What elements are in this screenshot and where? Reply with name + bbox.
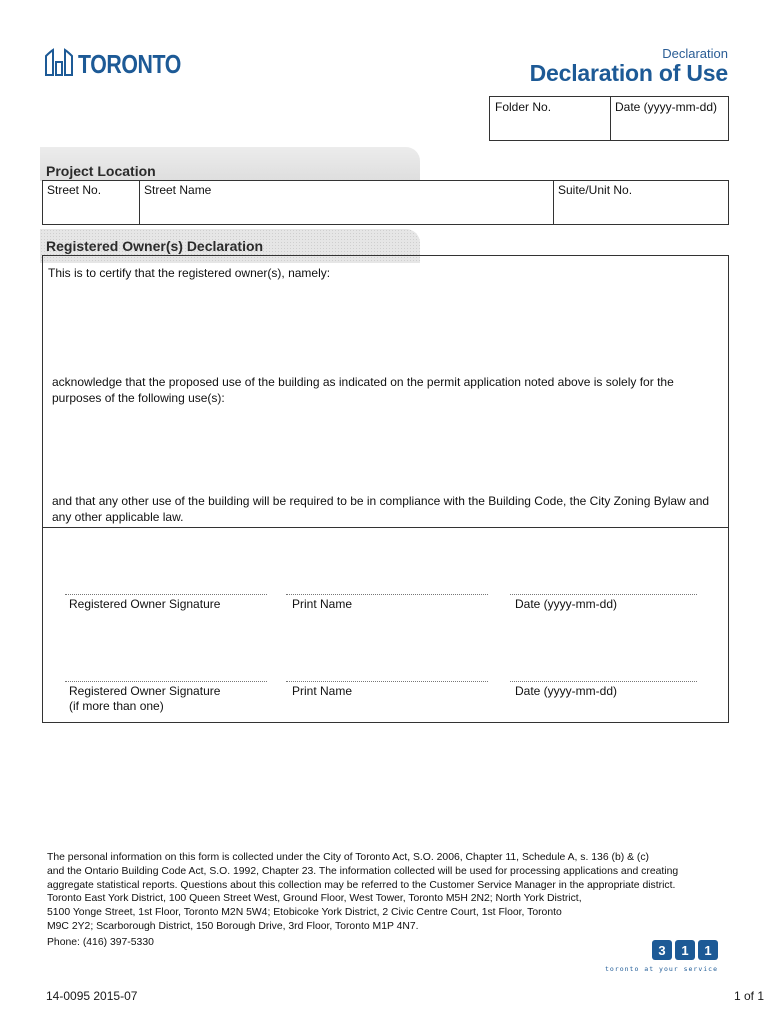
311-logo (652, 940, 718, 960)
311-tagline: toronto at your service (604, 965, 718, 973)
folder-date-box (489, 96, 729, 141)
311-digit: 3 (652, 940, 672, 960)
date-line-2[interactable] (510, 681, 697, 682)
phone-number: Phone: (416) 397-5330 (47, 936, 154, 948)
page-title: Declaration of Use (529, 60, 728, 86)
owner-signature-label-2-text: Registered Owner Signature (69, 684, 221, 698)
print-name-label-1: Print Name (292, 597, 353, 611)
owner-signature-sub-label: (if more than one) (69, 699, 164, 713)
owners-declaration-heading: Registered Owner(s) Declaration (46, 238, 264, 254)
owner-signature-label-2 (69, 684, 220, 714)
owner-signature-line-1[interactable] (65, 594, 267, 595)
document-type: Declaration (662, 46, 728, 61)
compliance-text: and that any other use of the building will be required to be in compliance with the Building Code, the City Zoning Bylaw and any other applicable law. (52, 494, 710, 524)
toronto-city-hall-logo-icon (44, 46, 74, 76)
folder-no-field[interactable]: Folder No. (495, 100, 552, 114)
street-name-field[interactable]: Street Name (144, 183, 212, 197)
street-no-field[interactable]: Street No. (47, 183, 102, 197)
privacy-line-2: and the Ontario Building Code Act, S.O. 1992, Chapter 23. The information collected will be used for processing applications and creating (47, 865, 679, 877)
address-line-2: 5100 Yonge Street, 1st Floor, Toronto M2N 5W4; Etobicoke York District, 2 Civic Centre Court, 1st Floor, Toronto (47, 907, 562, 919)
privacy-line-3: aggregate statistical reports. Questions about this collection may be referred to the Customer Service Manager in the appropriate district. (47, 879, 676, 891)
privacy-notice (47, 851, 747, 950)
print-name-label-2: Print Name (292, 684, 353, 698)
certify-text: This is to certify that the registered owner(s), namely: (48, 266, 331, 280)
privacy-line-1: The personal information on this form is collected under the City of Toronto Act, S.O. 2006, Chapter 11, Schedule A, s. 136 (b) & (c) (47, 852, 650, 863)
address-line-1: Toronto East York District, 100 Queen Street West, Ground Floor, West Tower, Toronto M5H 2N2; North York District, (47, 893, 582, 905)
date-label-1: Date (yyyy-mm-dd) (515, 597, 618, 611)
owners-declaration-box (42, 255, 729, 723)
acknowledge-text: acknowledge that the proposed use of the building as indicated on the permit application noted above is solely for the purposes of the following use(s): (52, 375, 674, 405)
toronto-logo (44, 46, 204, 79)
folder-date-field[interactable]: Date (yyyy-mm-dd) (615, 100, 718, 114)
date-line-1[interactable] (510, 594, 697, 595)
owner-signature-label-1: Registered Owner Signature (69, 597, 221, 611)
311-digit: 1 (698, 940, 718, 960)
logo-wordmark: TORONTO (78, 49, 181, 79)
suite-unit-field[interactable]: Suite/Unit No. (558, 183, 633, 197)
section-divider (43, 527, 728, 528)
date-label-2: Date (yyyy-mm-dd) (515, 684, 618, 698)
print-name-line-2[interactable] (286, 681, 488, 682)
form-number: 14-0095 2015-07 (46, 989, 138, 1003)
owner-names-area[interactable] (48, 286, 723, 371)
project-location-box (42, 180, 729, 225)
address-line-3: M9C 2Y2; Scarborough District, 150 Borough Drive, 3rd Floor, Toronto M1P 4N7. (47, 920, 419, 932)
311-digit: 1 (675, 940, 695, 960)
proposed-uses-area[interactable] (48, 408, 723, 488)
page-number: 1 of 1 (733, 989, 764, 1003)
print-name-line-1[interactable] (286, 594, 488, 595)
project-location-heading: Project Location (46, 163, 156, 179)
owner-signature-line-2[interactable] (65, 681, 267, 682)
